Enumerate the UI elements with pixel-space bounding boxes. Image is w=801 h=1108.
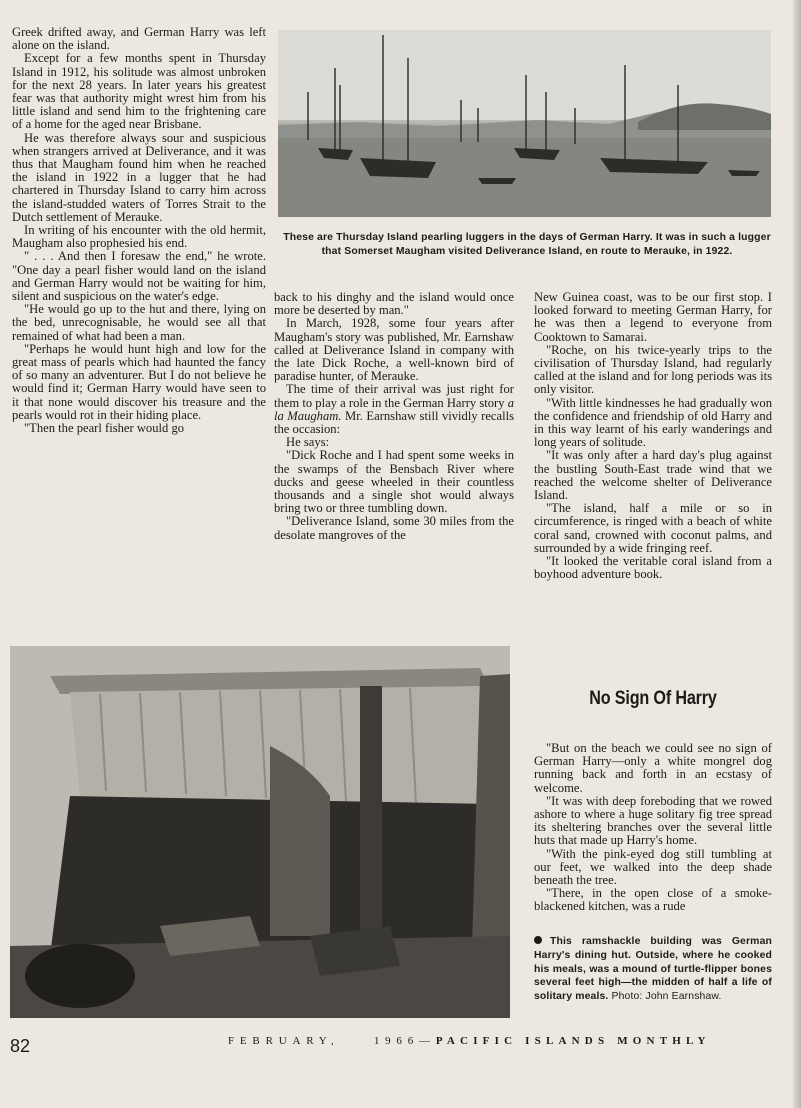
- paragraph: [274, 383, 514, 436]
- paragraph: "Perhaps he would hunt high and low for the great mass of pearls which had haunted the fancy of so many an adventurer. But I do not believe he would find it; German Harry would have seen to it that none would discover his treasure and the pearls would rot in their hiding place.: [12, 341, 266, 422]
- paragraph: back to his dinghy and the island would once more be deserted by man.": [274, 290, 514, 318]
- footer-publication: PACIFIC ISLANDS MONTHLY: [435, 1035, 711, 1047]
- paragraph: "With the pink-eyed dog still tumbling at our feet, we walked into the deep shade beneath the tree.: [534, 846, 772, 888]
- paragraph: "But on the beach we could see no sign of German Harry—only a white mongrel dog running back and forth in an ecstasy of welcome.: [534, 741, 772, 795]
- scan-edge: [793, 0, 801, 1108]
- article-column-3: [534, 291, 772, 581]
- paragraph: "With little kindnesses he had gradually won the confidence and friendship of old Harry and in this way learnt of his early wanderings and long years of solitude.: [534, 395, 772, 450]
- page-number: 82: [10, 1036, 31, 1056]
- footer-month: FEBRUARY,: [228, 1035, 340, 1047]
- text-run: Mr. Earnshaw still vividly recalls the occasion:: [274, 408, 515, 437]
- running-footer: [228, 1035, 711, 1047]
- paragraph: " . . . And then I foresaw the end," he wrote. "One day a pearl fisher would land on the island and German Harry would not be waiting for him, silent and suspicious on the water's edge.: [12, 249, 266, 304]
- paragraph: He was therefore always sour and suspicious when strangers arrived at Deliverance, and it was thus that Maugham found him when he reached the island in 1922 in a lugger that he had chartered in Thursday Island to carry him across the island-studded waters of Torres Strait to the Dutch settlement of Merauke.: [12, 130, 266, 224]
- paragraph: Except for a few months spent in Thursday Island in 1912, his solitude was almost unbroken for the next 28 years. In later years his greatest fear was that authority might wrest him from his little island and send him to the frightening care of a home for the aged near Brisbane.: [12, 51, 266, 132]
- photo-caption-bottom: [534, 935, 772, 1004]
- paragraph: He says:: [286, 435, 330, 450]
- hut-illustration: [10, 646, 510, 1018]
- paragraph: In March, 1928, some four years after Maugham's story was published, Mr. Earnshaw called at Deliverance Island in company with the late Dick Roche, a well-known bird of paradise hunter, of Merauke.: [274, 316, 514, 384]
- luggers-illustration: [278, 30, 771, 217]
- paragraph: "It was only after a hard day's plug against the bustling South-East trade wind that we reached the welcome shelter of Deliverance Island.: [534, 448, 772, 503]
- paragraph: "It looked the veritable coral island from a boyhood adventure book.: [534, 554, 772, 582]
- article-column-2: [274, 291, 514, 542]
- paragraph: "Dick Roche and I had spent some weeks in the swamps of the Bensbach River where ducks and geese wheeled in their countless thousands and a single shot would always bring two or three tumbling down.: [274, 448, 514, 516]
- section-subheading: No Sign Of Harry: [589, 688, 717, 709]
- paragraph: "There, in the open close of a smoke-blackened kitchen, was a rude: [534, 886, 772, 914]
- pearling-luggers-photo: [278, 30, 771, 217]
- page-footer: [10, 1032, 780, 1058]
- article-column-1: [12, 26, 266, 435]
- paragraph: "He would go up to the hut and there, lying on the bed, unrecognisable, he would see all that remained of what had been a man.: [12, 302, 266, 343]
- paragraph: "Roche, on his twice-yearly trips to the civilisation of Thursday Island, had regularly called at the island and for long periods was its only visitor.: [534, 342, 772, 397]
- footer-year: 1966—: [373, 1035, 436, 1047]
- article-column-3-continued: [534, 742, 772, 914]
- paragraph: "Deliverance Island, some 30 miles from the desolate mangroves of the: [274, 514, 514, 542]
- caption-text: This ramshackle building was German Harry's dining hut. Outside, where he cooked his meals, was a mound of turtle-flipper bones several feet high—the midden of half a life of solitary meals.: [534, 936, 772, 1003]
- emphasis: a la Maugham.: [274, 395, 514, 423]
- paragraph: In writing of his encounter with the old hermit, Maugham also prophesied his end.: [12, 223, 266, 251]
- text-run: The time of their arrival was just right for them to play a role in the German Harry story: [274, 382, 514, 410]
- photo-caption-top: These are Thursday Island pearling luggers in the days of German Harry. It was in such a lugger that Somerset Maugham visited Deliverance Island, en route to Merauke, in 1922.: [283, 232, 771, 257]
- bullet-icon: [534, 936, 542, 944]
- photo-credit: Photo: John Earnshaw.: [611, 991, 722, 1003]
- paragraph: "It was with deep foreboding that we rowed ashore to where a huge solitary fig tree spread its sheltering branches over the several little huts that made up Harry's home.: [534, 793, 772, 848]
- dining-hut-photo: [10, 646, 510, 1018]
- paragraph: New Guinea coast, was to be our first stop. I looked forward to meeting German Harry, for he was then a legend to everyone from Cooktown to Samarai.: [534, 290, 772, 344]
- paragraph: "The island, half a mile or so in circumference, is ringed with a beach of white coral sand, crowned with coconut palms, and surrounded by a wide fringing reef.: [534, 501, 772, 555]
- paragraph: Greek drifted away, and German Harry was left alone on the island.: [12, 25, 266, 53]
- paragraph: "Then the pearl fisher would go: [24, 421, 185, 436]
